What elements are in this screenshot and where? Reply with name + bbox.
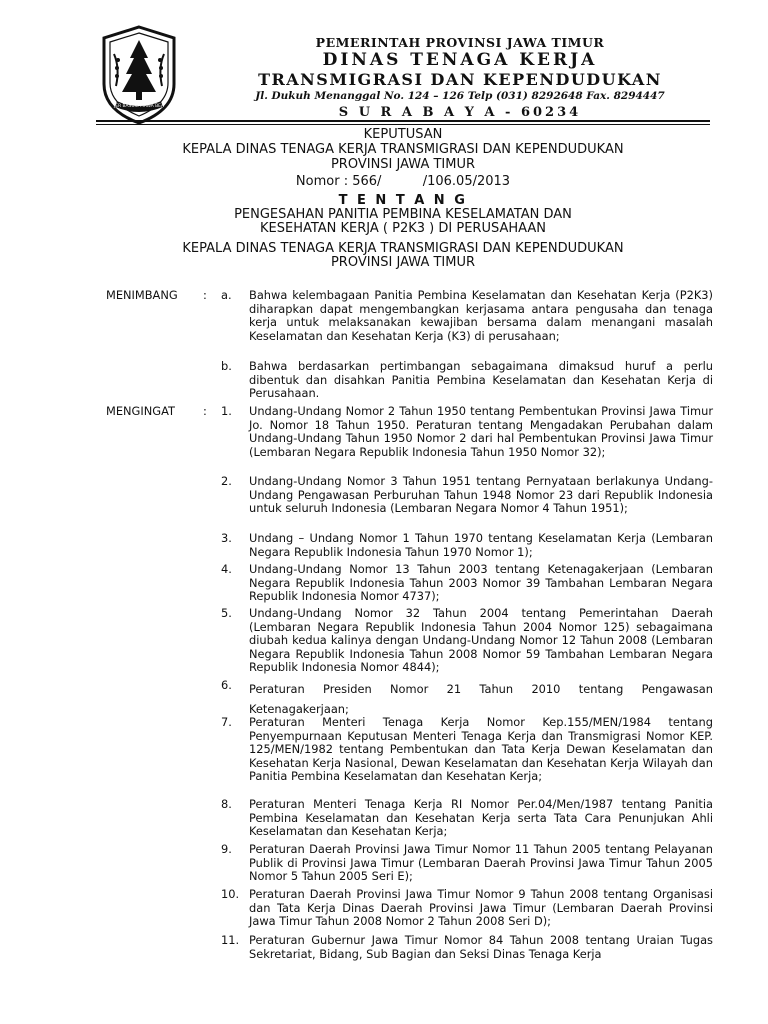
decree-authority-line2: PROVINSI JAWA TIMUR [330,255,476,270]
item-marker: 10. [221,887,240,901]
item-marker: a. [221,288,232,302]
letterhead-rule [96,120,710,122]
section-label-mengingat: MENGINGAT [106,404,175,418]
emblem-motto: JER BASUKI MAWA BEA [114,104,164,109]
list-item: Bahwa kelembagaan Panitia Pembina Keselamatan dan Kesehatan Kerja (P2K3) diharapkan dapat mengembangkan kerjasama antara pengusaha dan tenaga kerja untuk melaksanakan kewajiban bersama dalam menangani masalah Keselamatan dan Kesehatan Kerja (K3) di perusahaan; [249,288,713,343]
decree-authority-line1: KEPALA DINAS TENAGA KERJA TRANSMIGRASI DAN KEPENDUDUKAN [182,241,624,256]
decree-type: KEPUTUSAN [363,127,443,142]
decree-subject-line2: KESEHATAN KERJA ( P2K3 ) DI PERUSAHAAN [259,221,546,236]
list-item: Peraturan Gubernur Jawa Timur Nomor 84 Tahun 2008 tentang Uraian Tugas Sekretariat, Bidang, Sub Bagian dan Seksi Dinas Tenaga Kerja [249,933,713,961]
decree-issuer-line1: KEPALA DINAS TENAGA KERJA TRANSMIGRASI DAN KEPENDUDUKAN [182,142,624,157]
decree-issuer-line2: PROVINSI JAWA TIMUR [330,157,476,172]
decree-number: Nomor : 566/ /106.05/2013 [295,174,511,189]
letterhead-agency-subtitle: TRANSMIGRASI DAN KEPENDUDUKAN [258,70,662,89]
item-marker: 11. [221,933,240,947]
letterhead-city: S U R A B A Y A - 60234 [338,105,582,120]
section-label-menimbang: MENIMBANG [106,288,178,302]
list-item: Undang-Undang Nomor 3 Tahun 1951 tentang Pernyataan berlakunya Undang-Undang Pengawasan Perburuhan Tahun 1948 Nomor 23 dari Republik Indonesia untuk seluruh Indonesia (Lembaran Negara Nomor 4 Tahun 1951); [249,474,713,516]
letterhead-rule-thin [96,124,710,125]
decree-subject-line1: PENGESAHAN PANITIA PEMBINA KESELAMATAN DAN [234,207,572,222]
item-marker: 7. [221,715,232,729]
list-item: Peraturan Menteri Tenaga Kerja Nomor Kep.155/MEN/1984 tentang Penyempurnaan Keputusan Menteri Tenaga Kerja dan Transmigrasi Nomor KEP. 125/MEN/1982 tentang Pembentukan dan Tata Kerja Dewan Keselamatan dan Kesehatan Kerja Nasional, Dewan Keselamatan dan Kesehatan Kerja Wilayah dan Panitia Pembina Keselamatan dan Kesehatan Kerja; [249,715,713,784]
letterhead-agency: DINAS TENAGA KERJA [322,50,598,70]
item-marker: 5. [221,606,232,620]
decree-tentang: T E N T A N G [338,193,468,208]
list-item: Peraturan Presiden Nomor 21 Tahun 2010 tentang Pengawasan Ketenagakerjaan; [249,682,713,716]
list-item: Undang-Undang Nomor 13 Tahun 2003 tentang Ketenagakerjaan (Lembaran Negara Republik Indonesia Tahun 2003 Nomor 39 Tambahan Lembaran Negara Republik Indonesia Nomor 4737); [249,562,713,604]
item-marker: 9. [221,842,232,856]
item-marker: 2. [221,474,232,488]
list-item: Peraturan Daerah Provinsi Jawa Timur Nomor 9 Tahun 2008 tentang Organisasi dan Tata Kerja Dinas Daerah Provinsi Jawa Timur (Lembaran Daerah Provinsi Jawa Timur Tahun 2008 Nomor 2 Tahun 2008 Seri D); [249,887,713,929]
section-colon: : [203,404,207,418]
letterhead-address: Jl. Dukuh Menanggal No. 124 – 126 Telp (031) 8292648 Fax. 8294447 [255,90,665,102]
item-marker: 3. [221,531,232,545]
item-marker: 1. [221,404,232,418]
jawa-timur-emblem-icon [96,24,182,126]
item-marker: 8. [221,797,232,811]
list-item: Peraturan Daerah Provinsi Jawa Timur Nomor 11 Tahun 2005 tentang Pelayanan Publik di Provinsi Jawa Timur (Lembaran Daerah Provinsi Jawa Timur Tahun 2005 Nomor 5 Tahun 2005 Seri E); [249,842,713,884]
item-marker: b. [221,359,232,373]
section-colon: : [203,288,207,302]
list-item: Undang-Undang Nomor 2 Tahun 1950 tentang Pembentukan Provinsi Jawa Timur Jo. Nomor 18 Tahun 1950. Peraturan tentang Mengadakan Perubahan dalam Undang-Undang Tahun 1950 Nomor 2 dari hal Pembentukan Provinsi Jawa Timur (Lembaran Negara Republik Indonesia Tahun 1950 Nomor 32); [249,404,713,459]
list-item: Undang-Undang Nomor 32 Tahun 2004 tentang Pemerintahan Daerah (Lembaran Negara Republik Indonesia Tahun 2004 Nomor 125) sebagaimana diubah kedua kalinya dengan Undang-Undang Nomor 12 Tahun 2008 (Lembaran Negara Republik Indonesia Tahun 2008 Nomor 59 Tambahan Lembaran Negara Republik Indonesia Nomor 4844); [249,606,713,675]
letterhead-government: PEMERINTAH PROVINSI JAWA TIMUR [315,35,605,50]
list-item: Undang – Undang Nomor 1 Tahun 1970 tentang Keselamatan Kerja (Lembaran Negara Republik Indonesia Tahun 1970 Nomor 1); [249,531,713,559]
list-item: Peraturan Menteri Tenaga Kerja RI Nomor Per.04/Men/1987 tentang Panitia Pembina Keselamatan dan Kesehatan Kerja serta Tata Cara Penunjukan Ahli Keselamatan dan Kesehatan Kerja; [249,797,713,839]
item-marker: 6. [221,678,232,692]
item-marker: 4. [221,562,232,576]
list-item: Bahwa berdasarkan pertimbangan sebagaimana dimaksud huruf a perlu dibentuk dan disahkan Panitia Pembina Keselamatan dan Kesehatan Kerja di Perusahaan. [249,359,713,401]
